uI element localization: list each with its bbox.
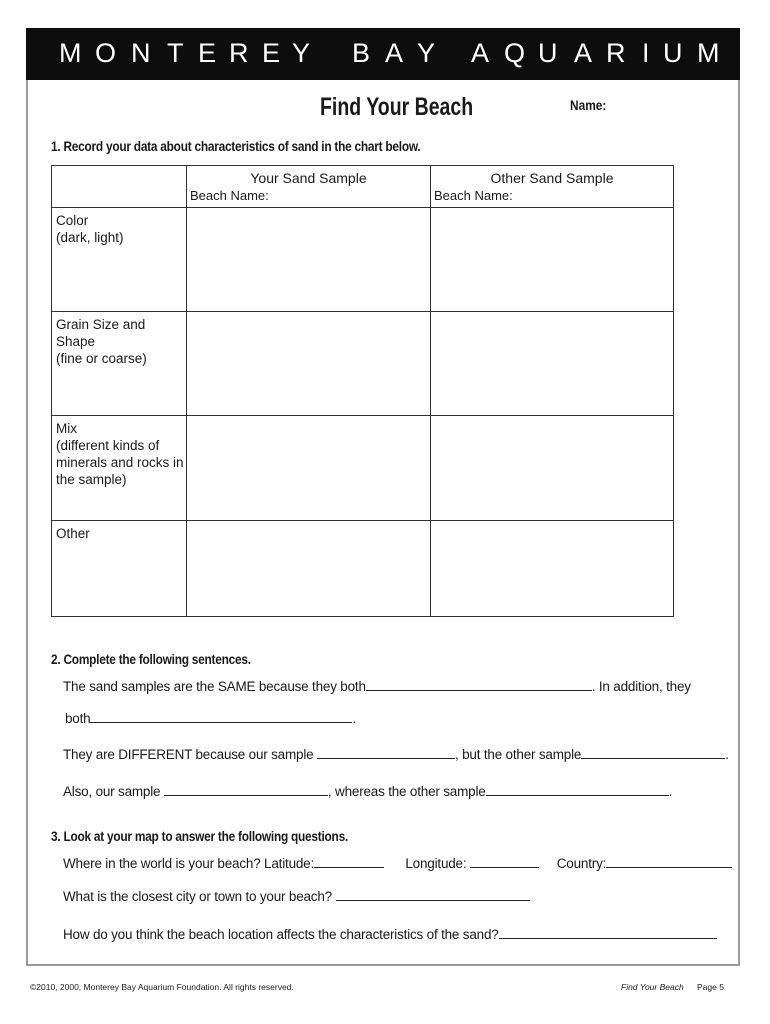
sentence-same-cont — [65, 710, 356, 726]
column-header-other-sample — [431, 166, 674, 208]
beach-name-label: Beach Name: — [190, 188, 269, 203]
table-corner-cell — [52, 166, 187, 208]
banner-letter: Y — [417, 38, 436, 68]
sentence-text: both — [65, 711, 91, 726]
sentence-location — [63, 855, 732, 871]
answer-blank[interactable] — [581, 746, 725, 759]
banner-letter: M — [697, 38, 720, 68]
answer-blank[interactable] — [336, 888, 530, 901]
column-title: Other Sand Sample — [490, 170, 614, 186]
question-2-prompt: 2. Complete the following sentences. — [51, 651, 251, 667]
sand-data-table — [51, 165, 674, 617]
sentence-text: The sand samples are the SAME because they both — [63, 679, 366, 694]
banner-letter: A — [471, 38, 490, 68]
table-row — [52, 416, 674, 521]
data-cell[interactable] — [431, 416, 674, 521]
table-row — [52, 208, 674, 312]
beach-name-label: Beach Name: — [434, 188, 513, 203]
data-cell[interactable] — [187, 521, 431, 617]
banner-letter: Q — [504, 38, 526, 68]
latitude-blank[interactable] — [314, 855, 384, 868]
data-cell[interactable] — [431, 312, 674, 416]
banner-letter: I — [642, 38, 650, 68]
sentence-different — [63, 746, 729, 762]
answer-blank[interactable] — [499, 926, 717, 939]
sentence-text: They are DIFFERENT because our sample — [63, 747, 314, 762]
sentence-text: Where in the world is your beach? Latitude: — [63, 856, 315, 871]
banner-letter: U — [663, 38, 683, 68]
banner-letter: N — [131, 38, 151, 68]
longitude-blank[interactable] — [470, 855, 539, 868]
sentence-text: Longitude: — [405, 856, 467, 871]
banner-letter: T — [167, 38, 184, 68]
row-label-text: Mix (different kinds of minerals and rocks in the sample) — [56, 421, 184, 487]
data-cell[interactable] — [431, 208, 674, 312]
answer-blank[interactable] — [366, 678, 592, 691]
sentence-text: . — [725, 747, 729, 762]
country-blank[interactable] — [606, 855, 732, 868]
sentence-location-effect — [63, 926, 717, 942]
answer-blank[interactable] — [317, 746, 455, 759]
question-3-prompt: 3. Look at your map to answer the following questions. — [51, 828, 348, 844]
banner-letter: U — [538, 38, 558, 68]
row-label-text: Other — [56, 526, 90, 541]
answer-blank[interactable] — [164, 783, 328, 796]
banner-letter: A — [385, 38, 404, 68]
table-row — [52, 312, 674, 416]
data-cell[interactable] — [187, 208, 431, 312]
table-header-row — [52, 166, 674, 208]
sentence-text: . — [668, 784, 673, 799]
banner-letter: O — [95, 38, 117, 68]
sentence-also — [63, 783, 672, 799]
sentence-same — [63, 678, 691, 694]
row-label-text: Color (dark, light) — [56, 213, 124, 245]
footer-page-number: Page 5 — [697, 982, 724, 992]
sentence-text: , whereas the other sample — [327, 784, 486, 799]
answer-blank[interactable] — [90, 710, 352, 723]
data-cell[interactable] — [187, 312, 431, 416]
sentence-text: What is the closest city or town to your beach? — [63, 889, 332, 904]
row-label-mix — [52, 416, 187, 521]
answer-blank[interactable] — [486, 783, 669, 796]
row-label-other — [52, 521, 187, 617]
data-cell[interactable] — [187, 416, 431, 521]
banner-letter: M — [59, 38, 82, 68]
column-header-your-sample — [187, 166, 431, 208]
footer-copyright: ©2010, 2000, Monterey Bay Aquarium Foundation. All rights reserved. — [30, 982, 294, 992]
sentence-text: Also, our sample — [63, 784, 161, 799]
sentence-text: . In addition, they — [591, 679, 691, 694]
banner-letter: Y — [292, 38, 311, 68]
name-label: Name: — [570, 97, 607, 113]
banner-letter: A — [574, 38, 593, 68]
question-1-prompt: 1. Record your data about characteristics of sand in the chart below. — [51, 138, 421, 154]
column-title: Your Sand Sample — [250, 170, 367, 186]
sentence-text: , but the other sample — [455, 747, 582, 762]
sentence-text: How do you think the beach location affects the characteristics of the sand? — [63, 927, 499, 942]
row-label-grain — [52, 312, 187, 416]
sentence-text: . — [352, 711, 357, 726]
row-label-color — [52, 208, 187, 312]
footer-doc-title: Find Your Beach — [621, 982, 684, 992]
page-title: Find Your Beach — [320, 93, 474, 121]
banner-letter: E — [262, 38, 281, 68]
banner-letter: E — [198, 38, 217, 68]
data-cell[interactable] — [431, 521, 674, 617]
row-label-text: Grain Size and Shape (fine or coarse) — [56, 317, 147, 366]
header-banner — [26, 28, 740, 80]
banner-letter: R — [229, 38, 249, 68]
banner-letter: R — [606, 38, 626, 68]
table-row — [52, 521, 674, 617]
sentence-text: Country: — [556, 856, 607, 871]
sentence-closest-city — [63, 888, 530, 904]
banner-letter: B — [352, 38, 371, 68]
